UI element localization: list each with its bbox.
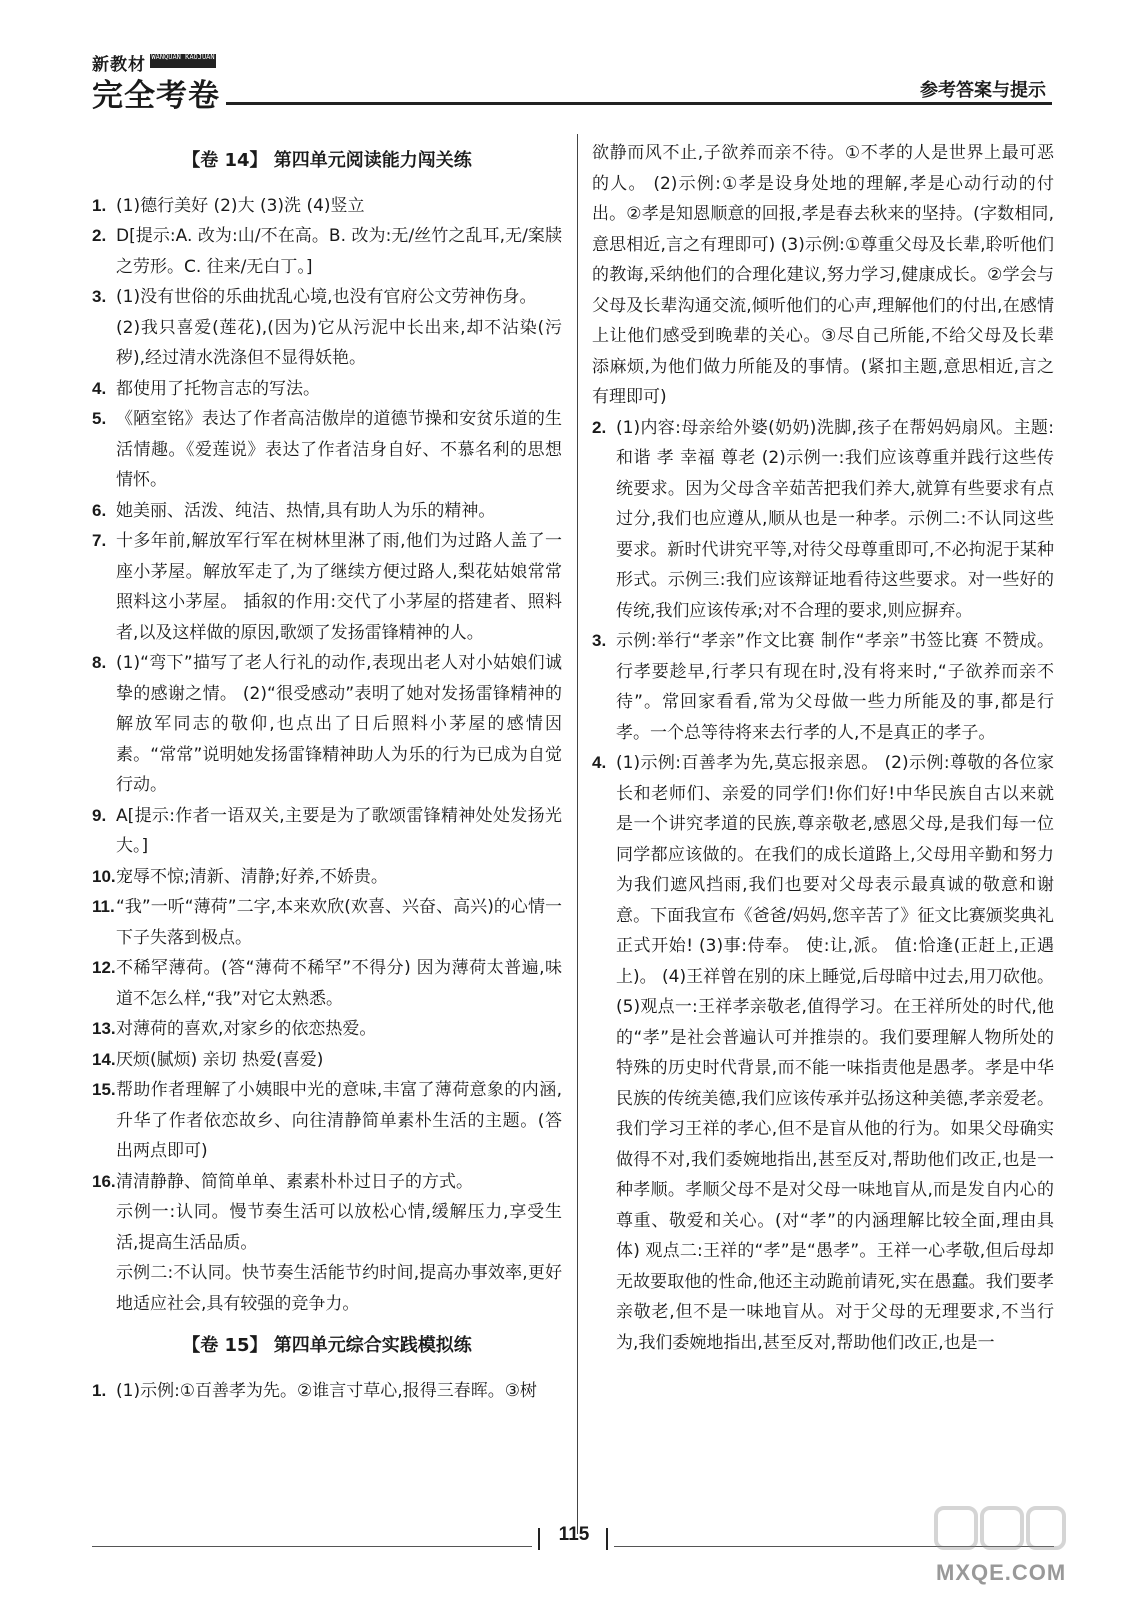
watermark-text: MXQE.COM bbox=[936, 1560, 1067, 1585]
header-divider bbox=[226, 102, 1052, 105]
brand-pinyin-box: WANQUAN KAOJUAN bbox=[150, 54, 216, 68]
answer-item: 7. 十多年前,解放军行军在树林里淋了雨,他们为过路人盖了一座小茅屋。解放军走了,为了继续方便过路人,梨花姑娘常常照料这小茅屋。 插叙的作用:交代了小茅屋的搭建者、照料者,以及这样做的原因,歌颂了发扬雷锋精神的人。 bbox=[92, 531, 562, 643]
column-divider bbox=[577, 134, 578, 1534]
left-column bbox=[92, 138, 562, 1406]
answer-item: 11. “我”一听“薄荷”二字,本来欢欣(欢喜、兴奋、高兴)的心情一下子失落到极点。 bbox=[92, 897, 562, 948]
page-number-bar-left bbox=[538, 1528, 540, 1550]
answer-subitem: 示例一:认同。慢节奏生活可以放松心情,缓解压力,享受生活,提高生活品质。 bbox=[116, 1202, 562, 1253]
brand-small-title: 新教材 bbox=[92, 55, 146, 75]
answer-subitem: 示例二:不认同。快节奏生活能节约时间,提高办事效率,更好地适应社会,具有较强的竞争力。 bbox=[116, 1263, 562, 1314]
answer-item: 4. (1)示例:百善孝为先,莫忘报亲恩。 (2)示例:尊敬的各位家长和老师们、亲爱的同学们!你们好!中华民族自古以来就是一个讲究孝道的民族,尊亲敬老,感恩父母,是我们每一位同学都应该做的。在我们的成长道路上,父母用辛勤和努力为我们遮风挡雨,我们也要对父母表示最真诚的敬意和谢意。下面我宣布《爸爸/妈妈,您辛苦了》征文比赛颁奖典礼正式开始! (3)事:侍奉。 使:让,派。 值:恰逢(正赶上,正遇上)。 (4)王祥曾在别的床上睡觉,后母暗中过去,用刀砍他。 (5)观点一:王祥孝亲敬老,值得学习。在王祥所处的时代,他的“孝”是社会普遍认可并推崇的。我们要理解人物所处的特殊的历史时代背景,而不能一味指责他是愚孝。孝是中华民族的传统美德,我们应该传承并弘扬这种美德,孝亲爱老。我们学习王祥的孝心,但不是盲从他的行为。如果父母确实做得不对,我们委婉地指出,甚至反对,帮助他们改正,也是一种孝顺。孝顺父母不是对父母一味地盲从,而是发自内心的尊重、敬爱和关心。(对“孝”的内涵理解比较全面,理由具体) 观点二:王祥的“孝”是“愚孝”。王祥一心孝敬,但后母却无故要取他的性命,他还主动跪前请死,实在愚蠢。我们要孝亲敬老,但不是一味地盲从。对于父母的无理要求,不当行为,我们委婉地指出,甚至反对,帮助他们改正,也是一 bbox=[592, 753, 1054, 1353]
answer-subitem: (2)我只喜爱(莲花),(因为)它从污泥中长出来,却不沾染(污秽),经过清水洗涤但不显得妖艳。 bbox=[116, 317, 562, 368]
answer-item: 13. 对薄荷的喜欢,对家乡的依恋热爱。 bbox=[92, 1019, 377, 1039]
answer-item: 4. 都使用了托物言志的写法。 bbox=[92, 378, 320, 399]
answer-item: 6. 她美丽、活泼、纯洁、热情,具有助人为乐的精神。 bbox=[92, 500, 496, 521]
section-title-15: 【卷 15】 第四单元综合实践模拟练 bbox=[182, 1335, 472, 1356]
header-section-label: 参考答案与提示 bbox=[920, 80, 1046, 101]
answer-item: 12. 不稀罕薄荷。(答“薄荷不稀罕”不得分) 因为薄荷太普遍,味道不怎么样,“我”对它太熟悉。 bbox=[92, 958, 562, 1009]
answer-item: 16. 清清静静、简简单单、素素朴朴过日子的方式。 bbox=[92, 1171, 473, 1192]
answer-item: 14. 厌烦(腻烦) 亲切 热爱(喜爱) bbox=[92, 1049, 324, 1070]
answer-item: 3. 示例:举行“孝亲”作文比赛 制作“孝亲”书签比赛 不赞成。行孝要趁早,行孝只有现在时,没有将来时,“子欲养而亲不待”。常回家看看,常为父母做一些力所能及的事,都是行孝。一个总等待将来去行孝的人,不是真正的孝子。 bbox=[592, 631, 1054, 743]
page-number: 115 bbox=[558, 1524, 590, 1545]
answer-item: 2. D[提示:A. 改为:山/不在高。B. 改为:无/丝竹之乱耳,无/案牍之劳形。C. 往来/无白丁。] bbox=[92, 226, 562, 277]
page-number-bar-right bbox=[606, 1528, 608, 1550]
answer-item: 10. 宠辱不惊;清新、清静;好养,不娇贵。 bbox=[92, 866, 388, 887]
continued-answer: 欲静而风不止,子欲养而亲不待。①不孝的人是世界上最可恶的人。 (2)示例:①孝是设身处地的理解,孝是心动行动的付出。②孝是知恩顺意的回报,孝是春去秋来的坚持。(字数相同,意思相近,言之有理即可) (3)示例:①尊重父母及长辈,聆听他们的教诲,采纳他们的合理化建议,努力学习,健康成长。②学会与父母及长辈沟通交流,倾听他们的心声,理解他们的付出,在感情上让他们感受到晚辈的关心。③尽自己所能,不给父母及长辈添麻烦,为他们做力所能及的事情。(紧扣主题,意思相近,言之有理即可) bbox=[592, 143, 1054, 407]
answer-item: 2. (1)内容:母亲给外婆(奶奶)洗脚,孩子在帮妈妈扇风。主题:和谐 孝 幸福 尊老 (2)示例一:我们应该尊重并践行这些传统要求。因为父母含辛茹苦把我们养大,就算有些要求有点过分,我们也应遵从,顺从也是一种孝。示例二:不认同这些要求。新时代讲究平等,对待父母尊重即可,不必拘泥于某种形式。示例三:我们应该辩证地看待这些要求。对一些好的传统,我们应该传承;对不合理的要求,则应摒弃。 bbox=[592, 417, 1054, 621]
answer-item: 15. 帮助作者理解了小姨眼中光的意味,丰富了薄荷意象的内涵,升华了作者依恋故乡、向往清静简单素朴生活的主题。(答出两点即可) bbox=[92, 1080, 562, 1161]
answer-item: 8. (1)“弯下”描写了老人行礼的动作,表现出老人对小姑娘们诚挚的感谢之情。 (2)“很受感动”表明了她对发扬雷锋精神的解放军同志的敬仰,也点出了日后照料小茅屋的感情因素。“常常”说明她发扬雷锋精神助人为乐的行为已成为自觉行动。 bbox=[92, 653, 562, 795]
page-header bbox=[92, 50, 1052, 120]
answer-item: 5. 《陋室铭》表达了作者高洁傲岸的道德节操和安贫乐道的生活情趣。《爱莲说》表达了作者洁身自好、不慕名利的思想情怀。 bbox=[92, 409, 562, 490]
footer-rule-left bbox=[92, 1546, 532, 1547]
section-title-14: 【卷 14】 第四单元阅读能力闯关练 bbox=[182, 150, 472, 171]
brand-logo-title: 完全考卷 bbox=[92, 78, 220, 114]
answer-item: 1. (1)德行美好 (2)大 (3)洗 (4)竖立 bbox=[92, 195, 365, 216]
answer-item: 1. (1)示例:①百善孝为先。②谁言寸草心,报得三春晖。③树 bbox=[92, 1380, 537, 1401]
answer-item: 9. A[提示:作者一语双关,主要是为了歌颂雷锋精神处处发扬光大。] bbox=[92, 805, 562, 856]
answer-item: 3. (1)没有世俗的乐曲扰乱心境,也没有官府公文劳神伤身。 bbox=[92, 287, 537, 307]
right-column bbox=[592, 138, 1054, 1358]
